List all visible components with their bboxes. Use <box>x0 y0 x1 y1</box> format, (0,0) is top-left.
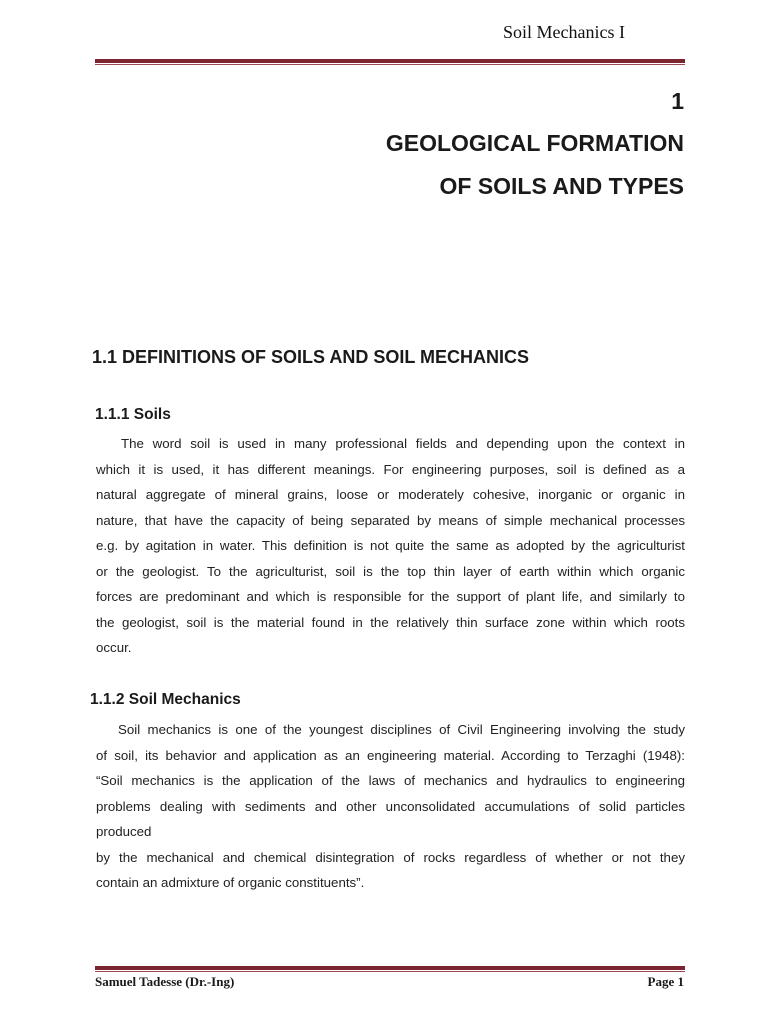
paragraph-line: forces are predominant and which is responsible for the support of plant life, and similarly to <box>96 589 685 604</box>
paragraph-line: which it is used, it has different meanings. For engineering purposes, soil is defined as a <box>96 461 685 477</box>
paragraph-line: e.g. by agitation in water. This definition is not quite the same as adopted by the agriculturist <box>96 538 685 553</box>
subsection-heading-soil-mechanics: 1.1.2 Soil Mechanics <box>90 691 241 708</box>
paragraph-line: The word soil is used in many professional fields and depending upon the context in <box>121 436 685 451</box>
footer-author: Samuel Tadesse (Dr.-Ing) <box>95 974 235 989</box>
paragraph-line: Soil mechanics is one of the youngest disciplines of Civil Engineering involving the study <box>118 722 685 737</box>
paragraph-line: or the geologist. To the agriculturist, soil is the top thin layer of earth within which organic <box>96 563 685 579</box>
paragraph-soil-mechanics <box>96 717 685 896</box>
header-rule-thick <box>95 59 685 63</box>
paragraph-line: the geologist, soil is the material found in the relatively thin surface zone within which roots <box>96 614 685 630</box>
paragraph-line: by the mechanical and chemical disintegration of rocks regardless of whether or not they <box>96 849 685 865</box>
paragraph-line: problems dealing with sediments and other unconsolidated accumulations of solid particles <box>96 798 685 814</box>
paragraph-line: “Soil mechanics is the application of the laws of mechanics and hydraulics to engineering <box>96 773 685 788</box>
chapter-title-line2: OF SOILS AND TYPES <box>439 173 684 199</box>
paragraph-line: nature, that have the capacity of being separated by means of simple mechanical processes <box>96 512 685 528</box>
chapter-number: 1 <box>671 88 684 114</box>
footer-rule-thin <box>95 971 685 972</box>
footer-rule-thick <box>95 966 685 970</box>
page-header-title: Soil Mechanics I <box>503 22 625 42</box>
subsection-heading-soils: 1.1.1 Soils <box>95 406 171 423</box>
paragraph-soils <box>96 431 685 661</box>
footer-page-number: Page 1 <box>647 974 684 989</box>
paragraph-line: natural aggregate of mineral grains, loose or moderately cohesive, inorganic or organic in <box>96 487 685 502</box>
chapter-title-line1: GEOLOGICAL FORMATION <box>385 130 684 156</box>
paragraph-line: produced <box>96 824 152 839</box>
header-rule-thin <box>95 64 685 65</box>
paragraph-line: occur. <box>96 640 132 655</box>
paragraph-line: contain an admixture of organic constituents”. <box>96 875 365 890</box>
paragraph-line: of soil, its behavior and application as an engineering material. According to Terzaghi (1948): <box>96 747 685 763</box>
section-heading: 1.1 DEFINITIONS OF SOILS AND SOIL MECHANICS <box>92 347 530 367</box>
